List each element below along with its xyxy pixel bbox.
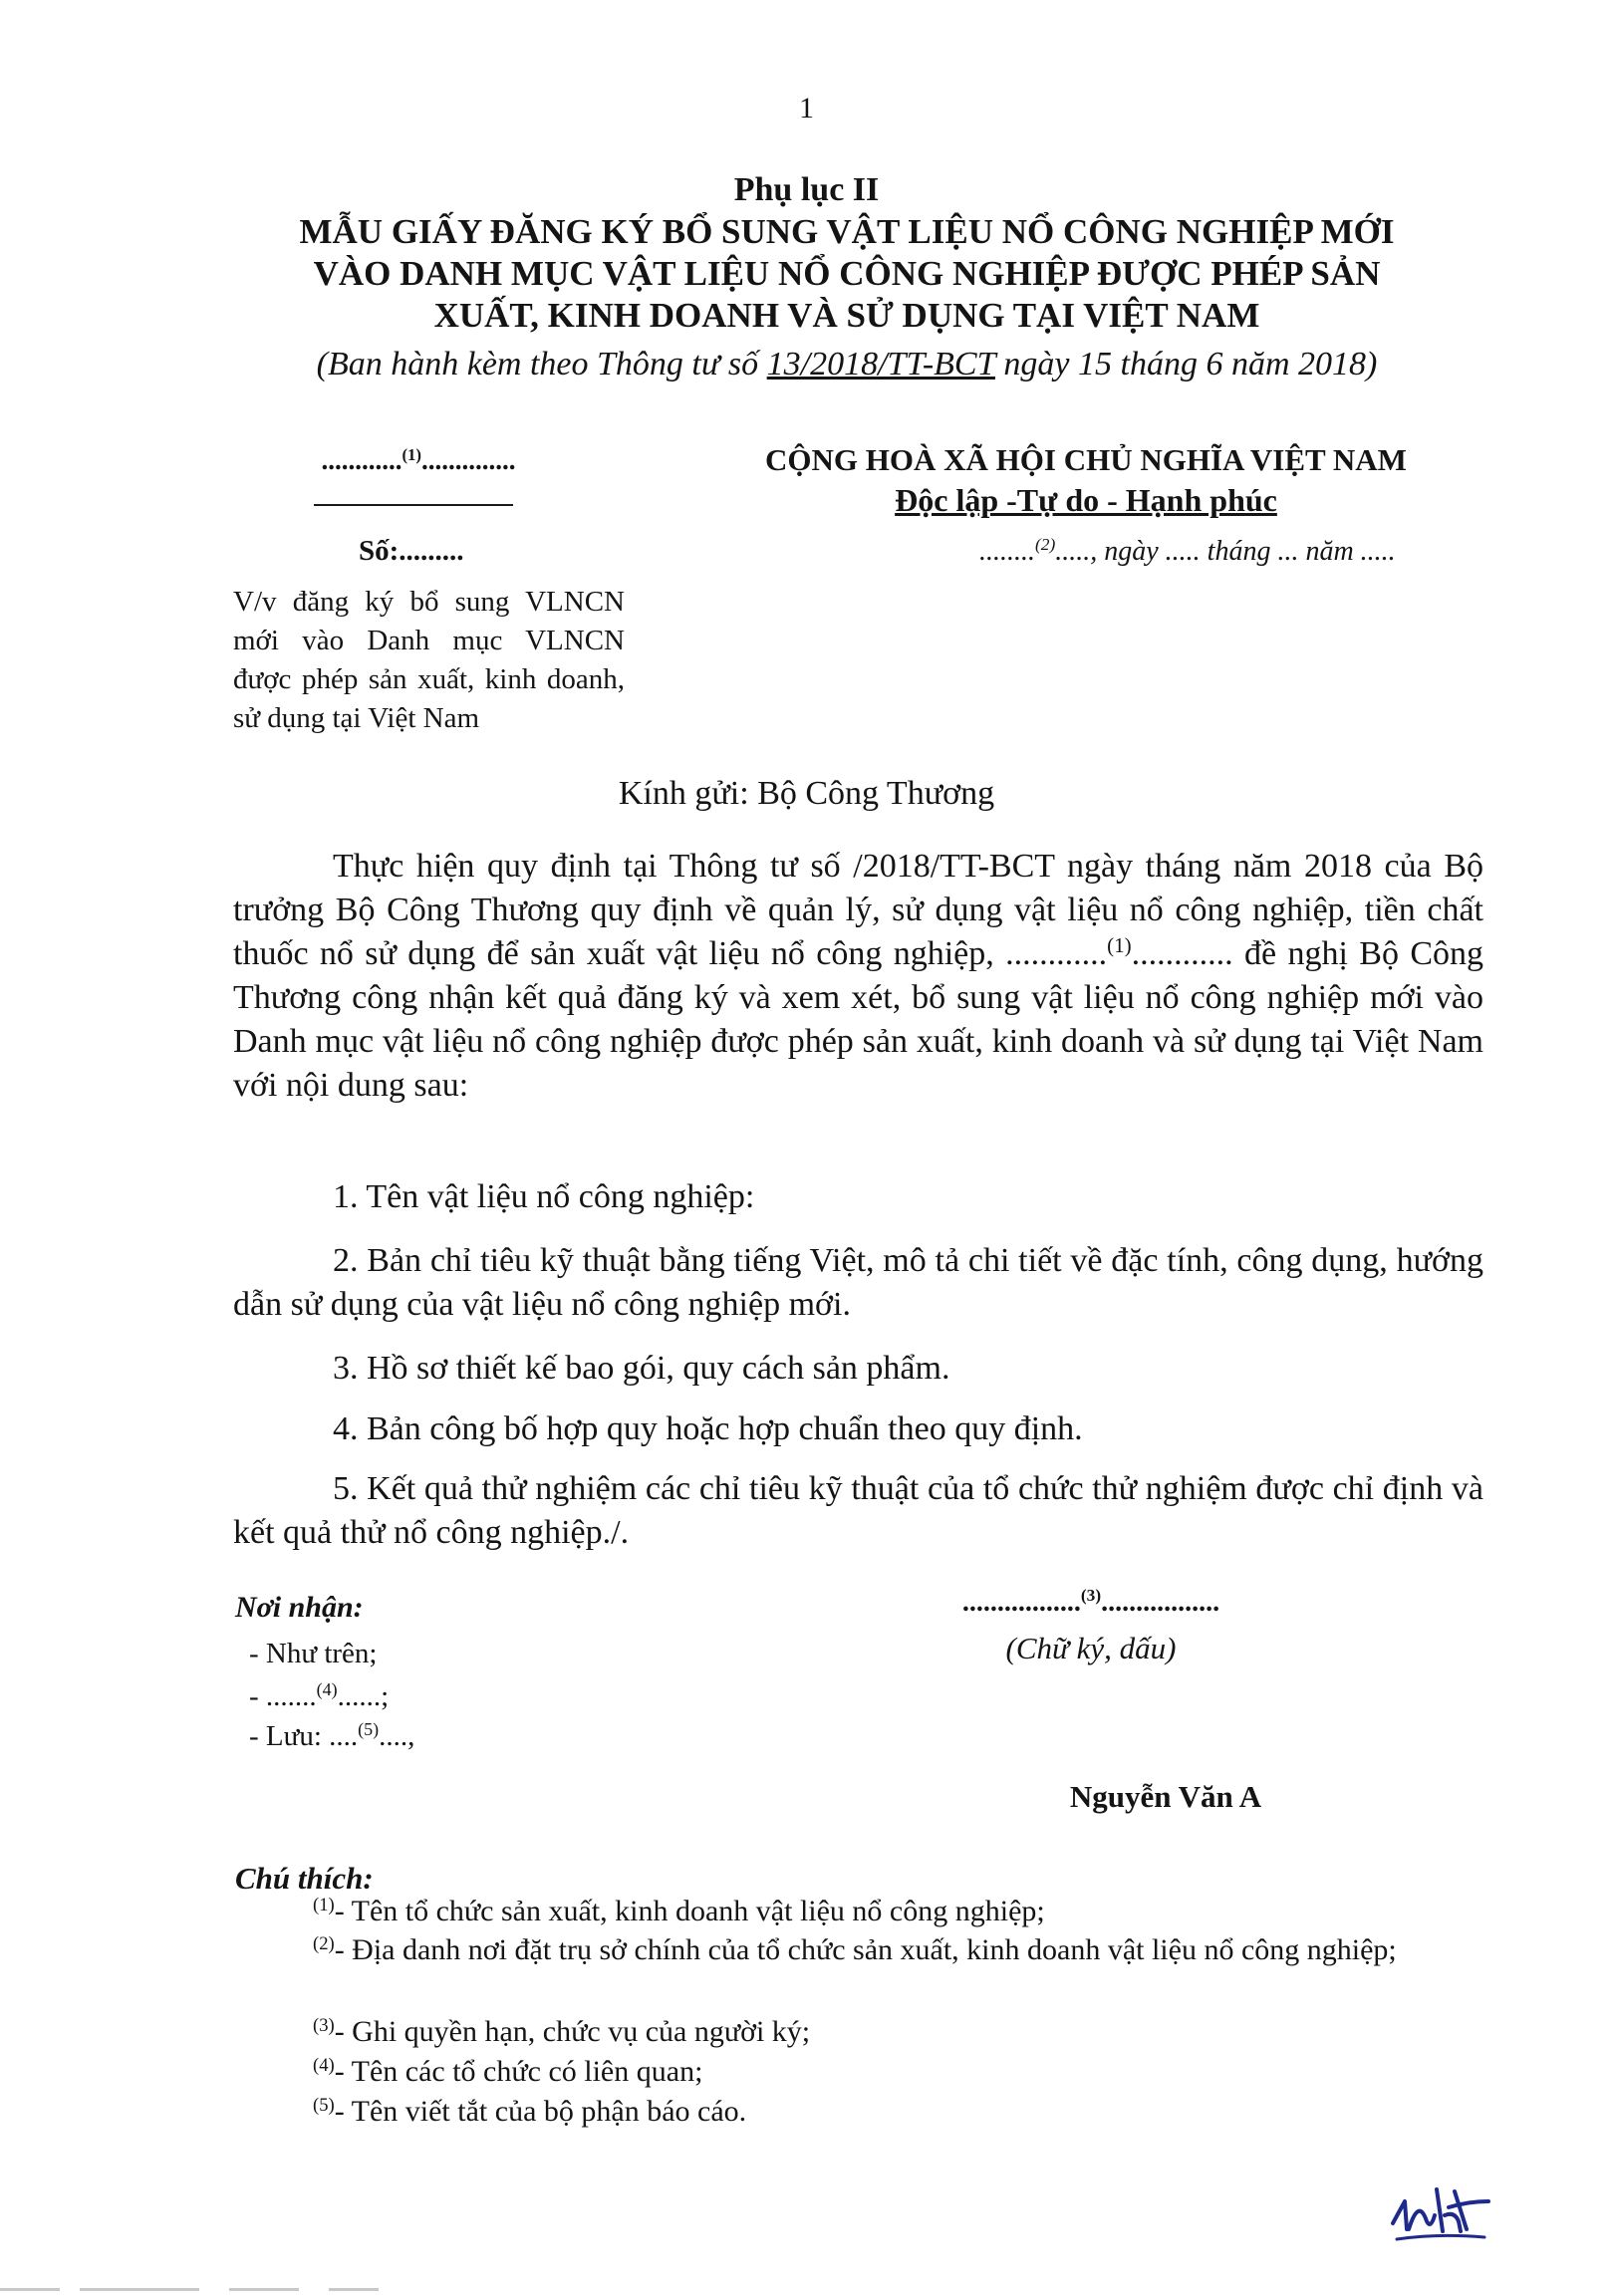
note-text: - Ghi quyền hạn, chức vụ của người ký;: [334, 2015, 811, 2048]
note-text: - Tên tổ chức sản xuất, kinh doanh vật liệu nổ công nghiệp;: [334, 1895, 1045, 1927]
form-title-line: MẪU GIẤY ĐĂNG KÝ BỔ SUNG VẬT LIỆU NỔ CÔNG NGHIỆP MỚI: [299, 212, 1395, 251]
note-item: [313, 1892, 1045, 1930]
intro-paragraph: [233, 845, 1483, 1108]
footnote-marker: (5): [313, 2094, 335, 2116]
national-motto: Độc lập -Tự do - Hạnh phúc: [895, 482, 1277, 518]
recipient-line: - Như trên;: [249, 1638, 378, 1669]
dots: ......;: [337, 1680, 390, 1712]
footnote-marker: (4): [316, 1679, 338, 1700]
list-item: 3. Hồ sơ thiết kế bao gói, quy cách sản phẩm.: [333, 1350, 950, 1387]
signer-title-placeholder: [927, 1587, 1255, 1619]
signer-name: Nguyễn Văn A: [1069, 1779, 1262, 1814]
footnote-marker: (2): [313, 1932, 335, 1954]
note-text: - Tên các tổ chức có liên quan;: [334, 2055, 703, 2088]
subject-line: V/v đăng ký bổ sung VLNCN mới vào Danh mục VLNCN được phép sản xuất, kinh doanh, sử dụng tại Việt Nam: [233, 586, 625, 734]
addressee: Kính gửi: Bộ Công Thương: [618, 775, 995, 812]
divider: [314, 504, 513, 506]
dots: .................: [961, 1587, 1081, 1618]
dots: ....,: [379, 1720, 415, 1752]
footnote-marker: (5): [358, 1719, 380, 1740]
page-number: 1: [799, 92, 814, 125]
form-title-line: VÀO DANH MỤC VẬT LIỆU NỔ CÔNG NGHIỆP ĐƯỢC PHÉP SẢN: [313, 254, 1381, 293]
recipient-text: - Lưu: ....: [249, 1720, 359, 1752]
notes-heading: Chú thích:: [235, 1861, 374, 1896]
footnote-marker: (3): [1080, 1586, 1102, 1606]
place-date: [979, 536, 1497, 568]
footnote-marker: (4): [313, 2054, 335, 2076]
recipient-line: [249, 1720, 414, 1753]
dots: ........: [979, 536, 1035, 567]
date-text: ....., ngày ..... tháng ... năm .....: [1055, 536, 1396, 567]
issued-suffix: ngày 15 tháng 6 năm 2018): [994, 346, 1378, 383]
form-title: [199, 211, 1494, 337]
circular-number: 13/2018/TT-BCT: [766, 346, 995, 383]
list-item: 4. Bản công bố hợp quy hoặc hợp chuẩn theo quy định.: [333, 1410, 1083, 1447]
intro-text: Thực hiện quy định tại Thông tư số /2018/TT-BCT ngày tháng năm 2018 của Bộ trưởng Bộ Công Thương quy định về quản lý, sử dụng vật liệu nổ công nghiệp, tiền chất thuốc nổ sử dụng để sản xuất vật liệu nổ công nghiệp, ............: [233, 848, 1483, 972]
signature-note: (Chữ ký, dấu): [1005, 1631, 1177, 1665]
note-item: [313, 2052, 702, 2091]
issued-note: [149, 346, 1544, 383]
intro-text: ............ đề nghị Bộ Công Thương công nhận kết quả đăng ký và xem xét, bổ sung vật liệu nổ công nghiệp mới vào Danh mục vật liệu nổ công nghiệp được phép sản xuất, kinh doanh và sử dụng tại Việt Nam với nội dung sau:: [233, 935, 1483, 1104]
org-name-placeholder: [269, 445, 568, 476]
scan-edge-artifact: [0, 2282, 1613, 2296]
list-item: 2. Bản chỉ tiêu kỹ thuật bằng tiếng Việt, mô tả chi tiết về đặc tính, công dụng, hướng dẫn sử dụng của vật liệu nổ công nghiệp mới.: [233, 1242, 1483, 1323]
list-item: 5. Kết quả thử nghiệm các chỉ tiêu kỹ thuật của tổ chức thử nghiệm được chỉ định và kết quả thử nổ công nghiệp./.: [233, 1470, 1483, 1551]
issued-prefix: (Ban hành kèm theo Thông tư số: [316, 346, 767, 383]
footnote-marker: (1): [313, 1894, 335, 1915]
country-name: CỘNG HOÀ XÃ HỘI CHỦ NGHĨA VIỆT NAM: [765, 442, 1407, 477]
note-item: [233, 1930, 1483, 1969]
footnote-marker: (2): [1035, 535, 1056, 555]
appendix-title: Phụ lục II: [733, 171, 880, 208]
dots: .................: [1101, 1587, 1220, 1618]
footnote-marker: (1): [402, 444, 421, 464]
note-text: - Địa danh nơi đặt trụ sở chính của tổ chức sản xuất, kinh doanh vật liệu nổ công nghiệp;: [334, 1933, 1397, 1966]
list-item: 1. Tên vật liệu nổ công nghiệp:: [333, 1178, 755, 1215]
dots: ............: [321, 445, 403, 475]
note-text: - Tên viết tắt của bộ phận báo cáo.: [334, 2095, 747, 2128]
document-number: Số:.........: [359, 535, 464, 567]
note-item: [313, 2092, 746, 2131]
note-item: [313, 2012, 810, 2051]
footnote-marker: (3): [313, 2014, 335, 2036]
handwritten-initials: [1385, 2171, 1494, 2246]
form-title-line: XUẤT, KINH DOANH VÀ SỬ DỤNG TẠI VIỆT NAM: [433, 296, 1260, 335]
recipient-line: [249, 1680, 389, 1713]
dots: - .......: [249, 1680, 317, 1712]
dots: ..............: [421, 445, 516, 475]
recipients-heading: Nơi nhận:: [235, 1591, 364, 1624]
footnote-marker: (1): [1107, 933, 1132, 958]
